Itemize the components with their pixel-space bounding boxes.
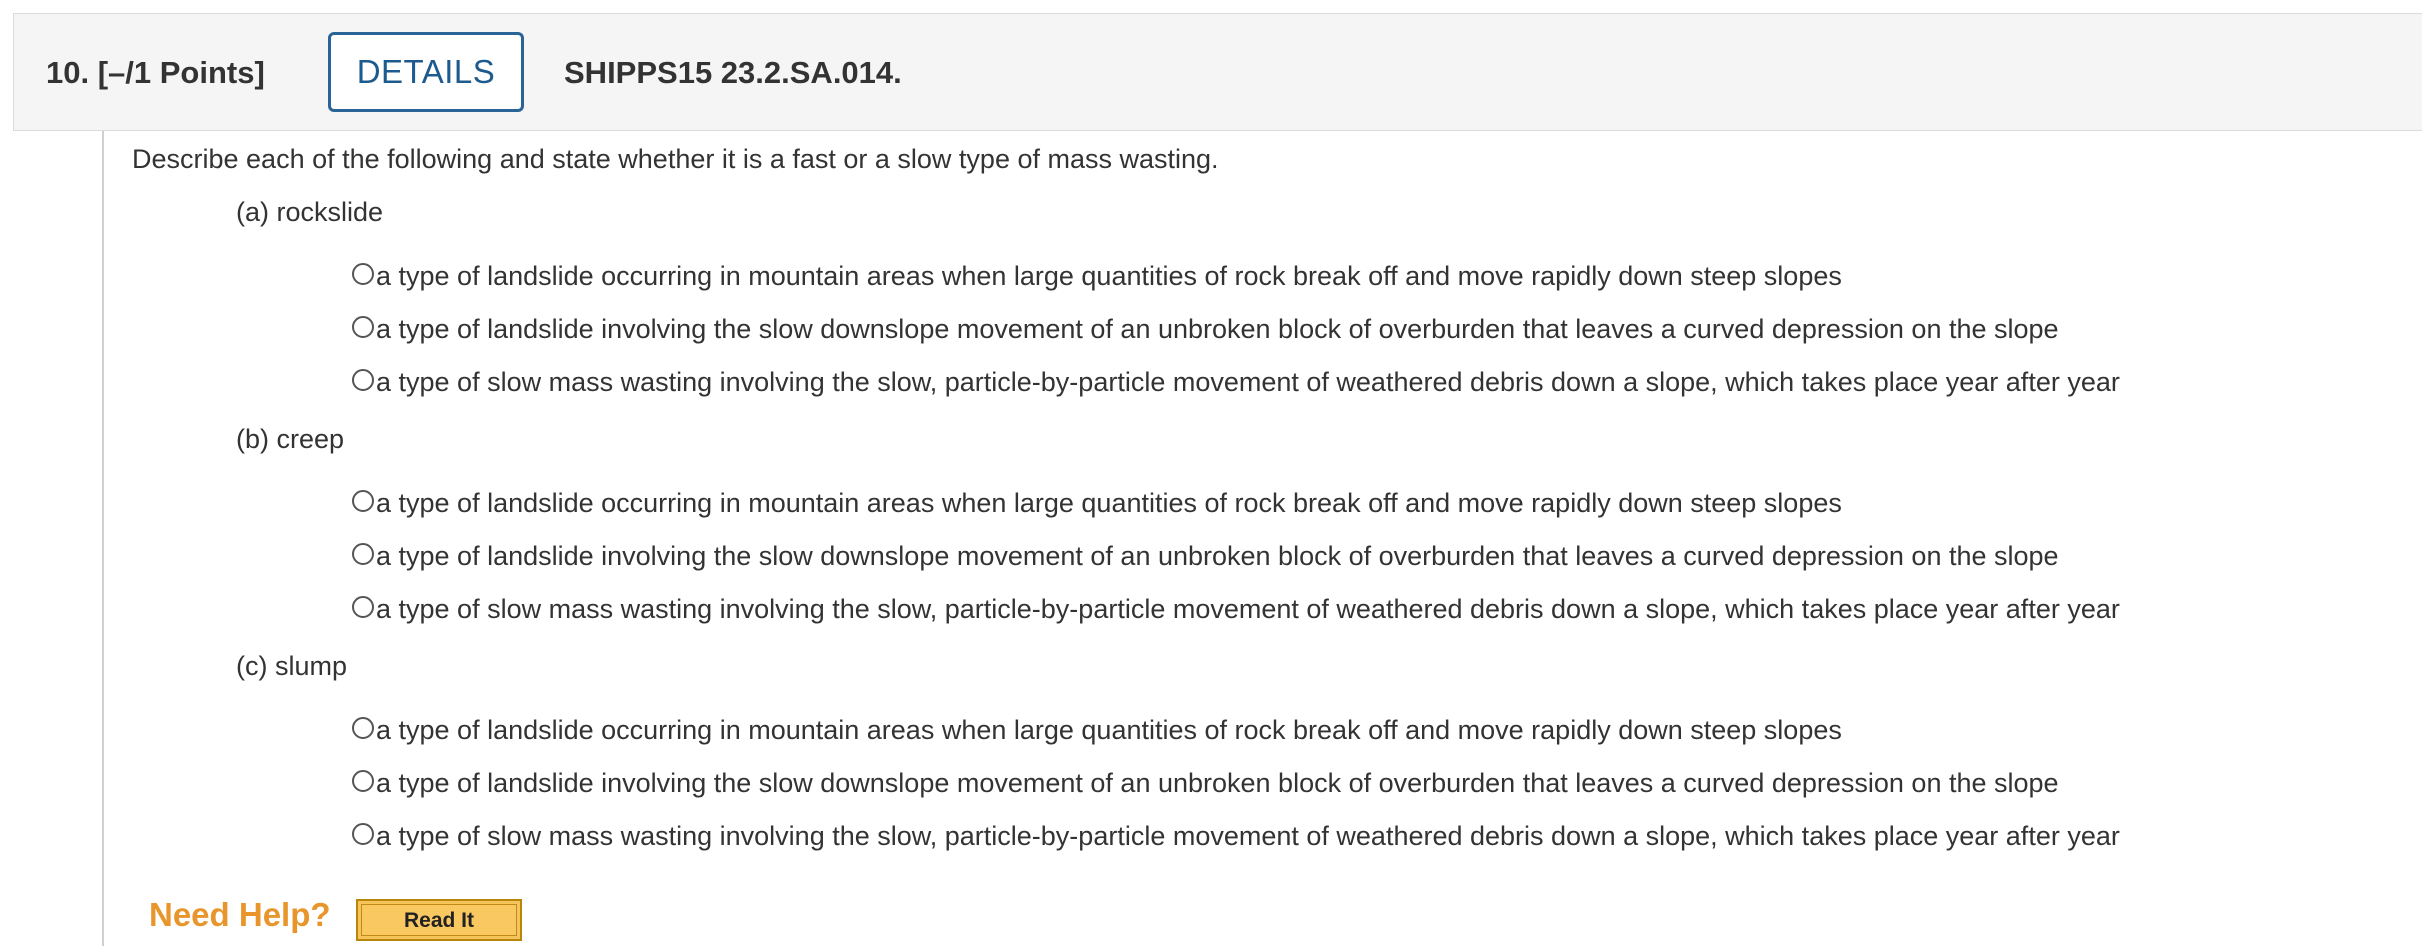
choice-text: a type of landslide occurring in mountain areas when large quantities of rock break off and move rapidly down steep slopes [376,487,1842,518]
radio-button[interactable] [352,263,374,285]
part-c-label: (c) slump [236,651,348,681]
choice-text: a type of landslide involving the slow downslope movement of an unbroken block of overburden that leaves a curved depression on the slope [376,313,2059,344]
read-it-button[interactable] [356,899,522,941]
radio-button[interactable] [352,770,374,792]
radio-button[interactable] [352,596,374,618]
part-b-choice-3[interactable] [352,591,2120,627]
choice-text: a type of slow mass wasting involving the slow, particle-by-particle movement of weathered debris down a slope, which takes place year after year [376,366,2120,397]
need-help-label: Need Help? [149,896,331,933]
details-button[interactable]: DETAILS [328,32,524,112]
choice-text: a type of landslide involving the slow downslope movement of an unbroken block of overburden that leaves a curved depression on the slope [376,767,2059,798]
question-header [13,13,2422,131]
part-a-choice-1[interactable] [352,258,1842,294]
radio-button[interactable] [352,316,374,338]
radio-button[interactable] [352,543,374,565]
choice-text: a type of slow mass wasting involving the slow, particle-by-particle movement of weathered debris down a slope, which takes place year after year [376,593,2120,624]
part-a-label: (a) rockslide [236,197,384,227]
part-c-choice-1[interactable] [352,712,1842,748]
question-code: SHIPPS15 23.2.SA.014. [564,55,902,90]
part-b-label: (b) creep [236,424,345,454]
content-left-rule [102,131,104,946]
radio-button[interactable] [352,490,374,512]
choice-text: a type of landslide occurring in mountain areas when large quantities of rock break off and move rapidly down steep slopes [376,260,1842,291]
question-number-points: 10. [–/1 Points] [46,55,265,90]
part-b-choice-1[interactable] [352,485,1842,521]
radio-button[interactable] [352,823,374,845]
question-prompt: Describe each of the following and state whether it is a fast or a slow type of mass wasting. [132,144,1219,174]
read-it-label: Read It [361,904,517,936]
radio-button[interactable] [352,717,374,739]
part-a-choice-2[interactable] [352,311,2059,347]
part-a-choice-3[interactable] [352,364,2120,400]
choice-text: a type of landslide occurring in mountain areas when large quantities of rock break off and move rapidly down steep slopes [376,714,1842,745]
part-b-choice-2[interactable] [352,538,2059,574]
choice-text: a type of landslide involving the slow downslope movement of an unbroken block of overburden that leaves a curved depression on the slope [376,540,2059,571]
part-c-choice-3[interactable] [352,818,2120,854]
part-c-choice-2[interactable] [352,765,2059,801]
radio-button[interactable] [352,369,374,391]
choice-text: a type of slow mass wasting involving the slow, particle-by-particle movement of weathered debris down a slope, which takes place year after year [376,820,2120,851]
